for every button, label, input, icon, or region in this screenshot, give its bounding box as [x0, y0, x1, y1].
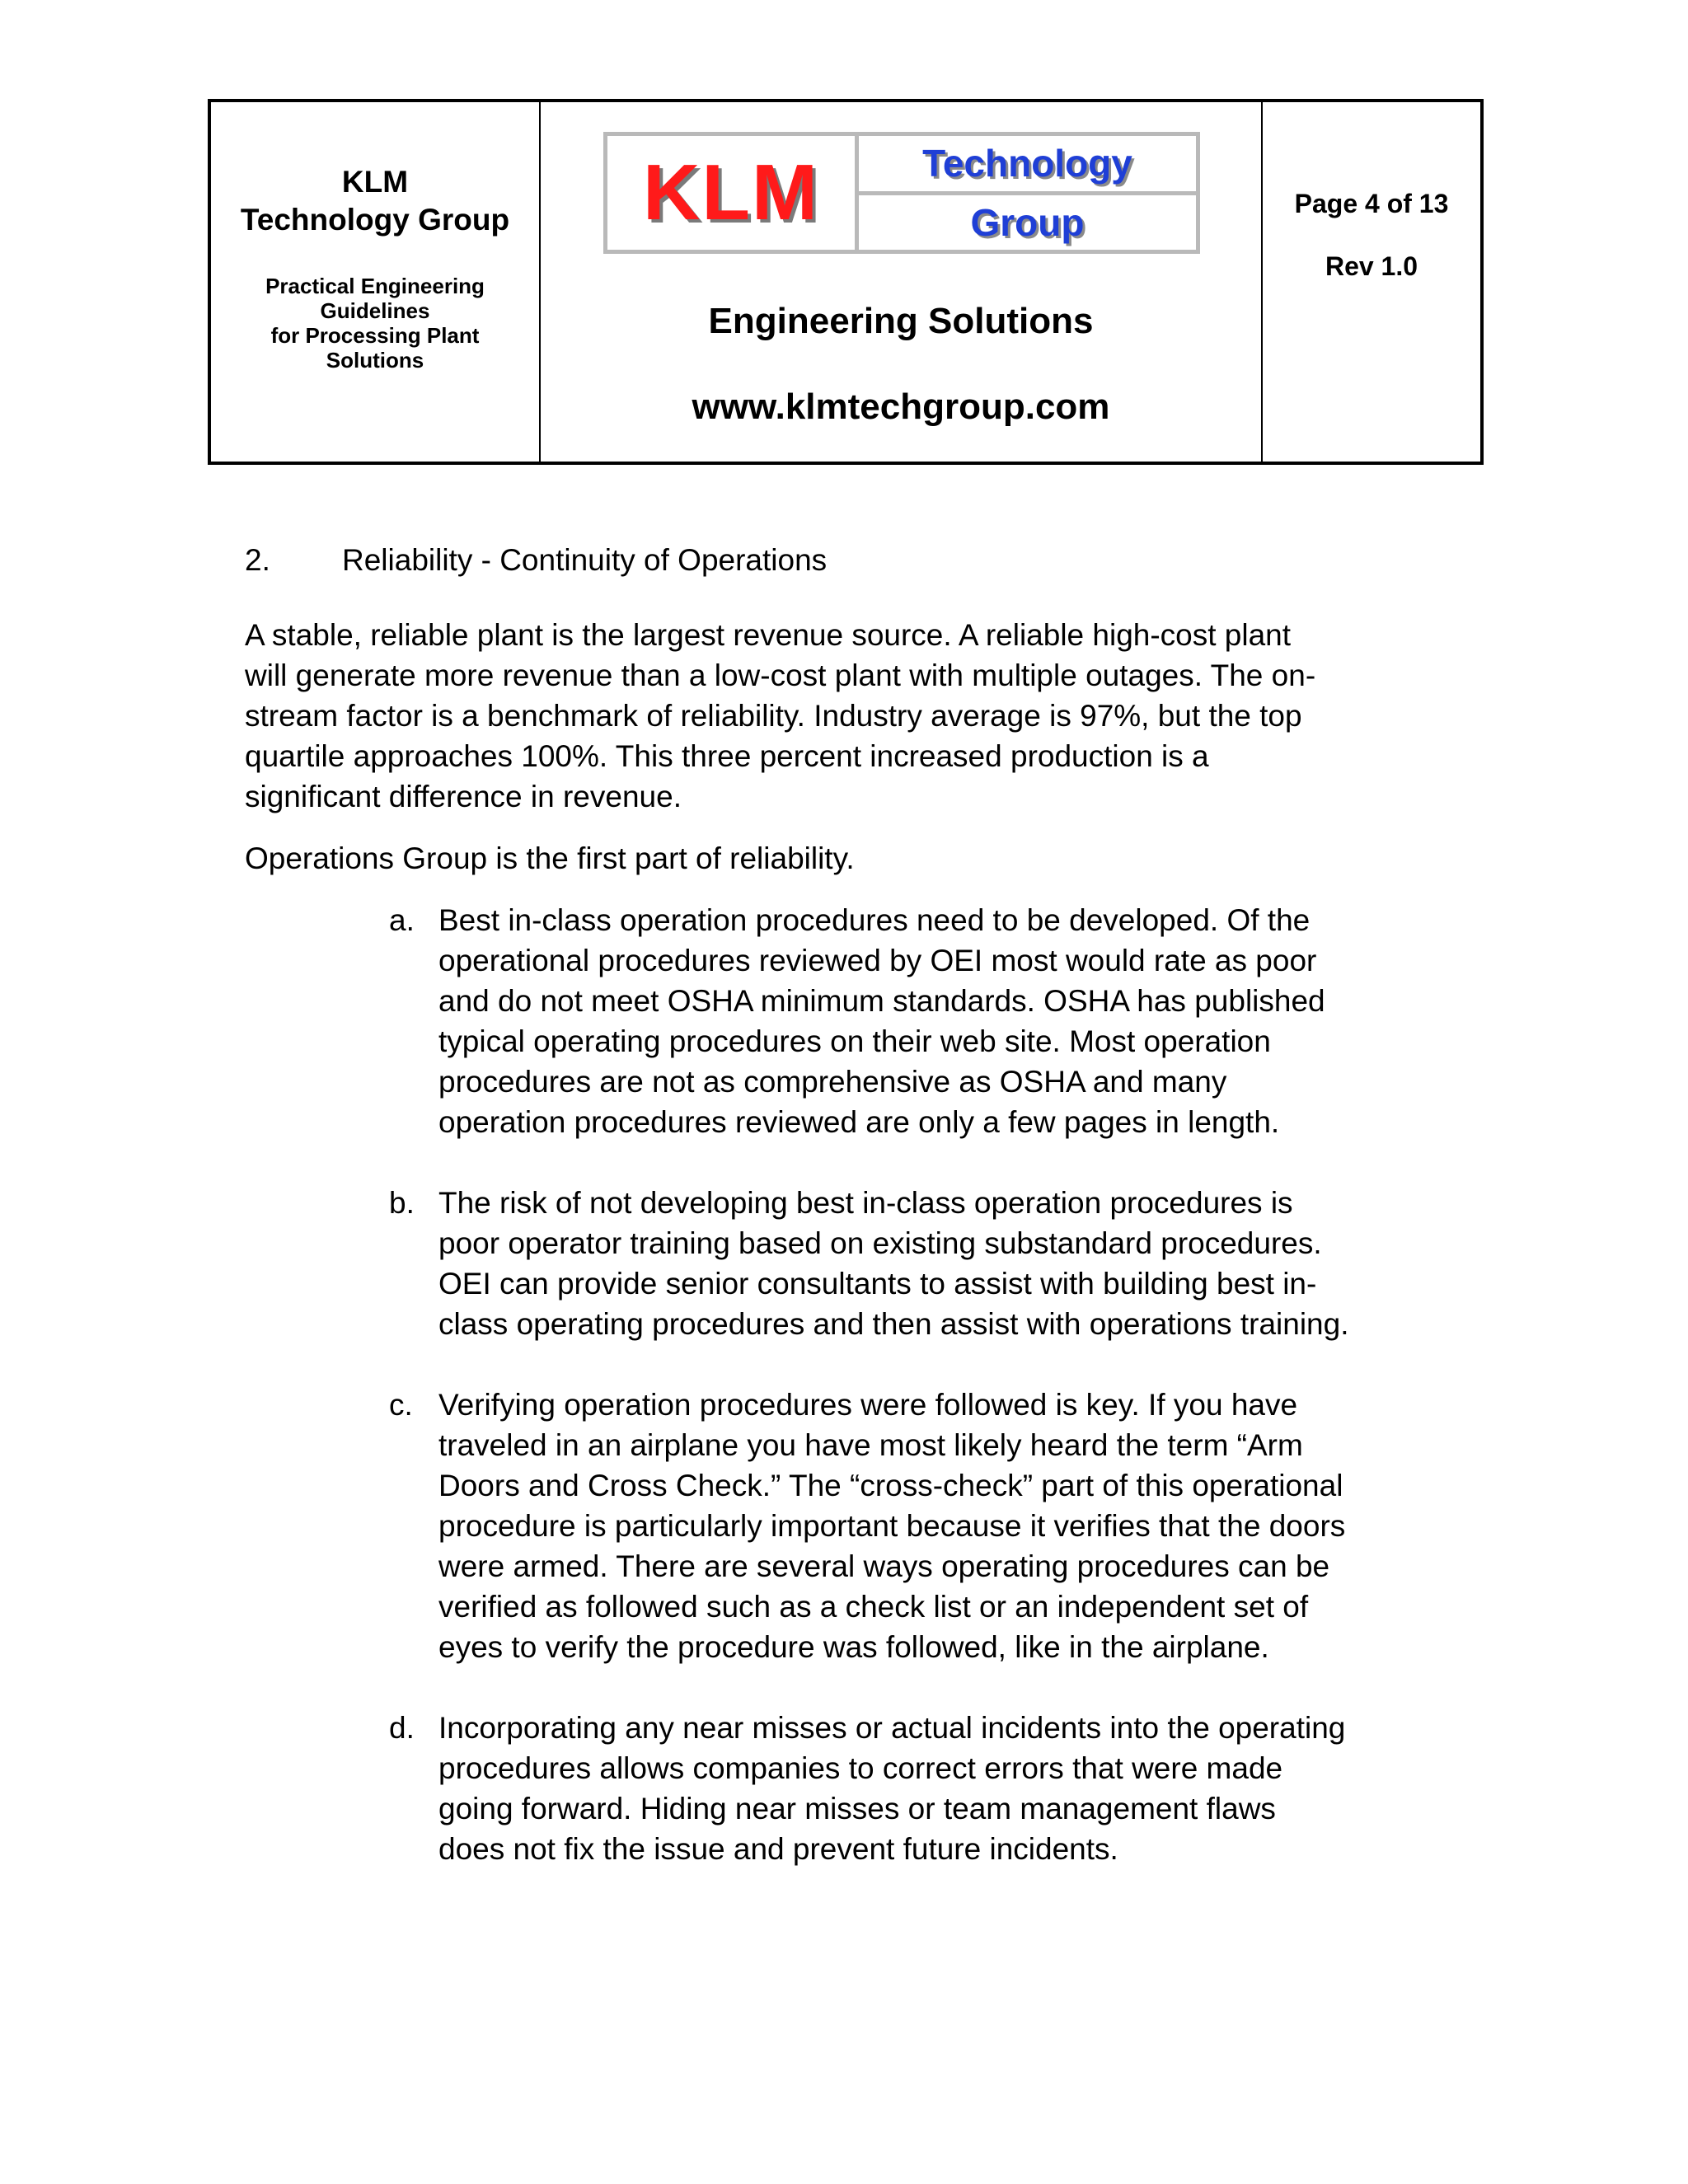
list-line: eyes to verify the procedure was followed, like in the airplane. [438, 1630, 1269, 1664]
page-number: Page 4 of 13 [1294, 189, 1449, 218]
list-line: Incorporating any near misses or actual incidents into the operating [438, 1711, 1346, 1745]
engineering-solutions-title: Engineering Solutions [708, 301, 1094, 341]
logo-right-block [859, 136, 1196, 250]
guidelines-subtitle [211, 274, 539, 373]
list-line: Best in-class operation procedures need to be developed. Of the [438, 903, 1311, 937]
org-name-line-2: Technology Group [240, 203, 510, 237]
website-url: www.klmtechgroup.com [692, 387, 1110, 427]
list-line: operation procedures reviewed are only a few pages in length. [438, 1105, 1280, 1139]
list-line: Verifying operation procedures were followed is key. If you have [438, 1388, 1298, 1422]
org-name-line-1: KLM [341, 165, 409, 199]
list-line: Doors and Cross Check.” The “cross-check” part of this operational [438, 1469, 1343, 1502]
logo-technology-text: Technology [859, 136, 1196, 195]
klm-logo [603, 132, 1200, 254]
list-line: procedures are not as comprehensive as OSHA and many [438, 1065, 1227, 1099]
list-item-text [438, 1708, 1448, 1869]
list-item-text [438, 1385, 1448, 1667]
document-header [208, 99, 1484, 465]
header-left-cell [211, 102, 541, 462]
list-marker: d. [389, 1711, 415, 1745]
paragraph-line: A stable, reliable plant is the largest revenue source. A reliable high-cost plant [245, 618, 1292, 652]
list-line: does not fix the issue and prevent future incidents. [438, 1832, 1118, 1866]
guidelines-line-2: Guidelines [320, 298, 430, 323]
section-heading [245, 540, 1448, 580]
header-right-cell [1263, 102, 1480, 462]
list-item-text [438, 1183, 1448, 1344]
paragraph-line: significant difference in revenue. [245, 780, 682, 813]
list-line: poor operator training based on existing substandard procedures. [438, 1226, 1322, 1260]
list-line: procedure is particularly important because it verifies that the doors [438, 1509, 1346, 1543]
revision-number: Rev 1.0 [1325, 251, 1418, 281]
list-item-c [389, 1385, 1448, 1667]
document-body [245, 540, 1448, 1910]
logo-group-text: Group [970, 200, 1085, 244]
list-line: going forward. Hiding near misses or team management flaws [438, 1792, 1276, 1825]
list-line: verified as followed such as a check list or an independent set of [438, 1590, 1309, 1624]
guidelines-line-4: Solutions [326, 348, 424, 373]
list-item-a [389, 900, 1448, 1142]
list-line: OEI can provide senior consultants to assist with building best in- [438, 1267, 1317, 1301]
organization-name [211, 163, 539, 239]
guidelines-line-3: for Processing Plant [270, 323, 480, 348]
list-line: were armed. There are several ways operating procedures can be [438, 1549, 1330, 1583]
list-line: operational procedures reviewed by OEI most would rate as poor [438, 944, 1317, 977]
section-number: 2. [245, 543, 270, 577]
list-marker: b. [389, 1186, 415, 1220]
paragraph-line: quartile approaches 100%. This three percent increased production is a [245, 739, 1209, 773]
list-marker: a. [389, 903, 415, 937]
list-line: and do not meet OSHA minimum standards. OSHA has published [438, 984, 1325, 1018]
paragraph-1 [245, 615, 1448, 817]
list-line: class operating procedures and then assist with operations training. [438, 1307, 1349, 1341]
procedures-list [389, 900, 1448, 1869]
list-marker: c. [389, 1388, 413, 1422]
list-line: typical operating procedures on their web site. Most operation [438, 1024, 1271, 1058]
paragraph-line: will generate more revenue than a low-cost plant with multiple outages. The on- [245, 658, 1316, 692]
section-title: Reliability - Continuity of Operations [342, 543, 828, 577]
list-item-d [389, 1708, 1448, 1869]
list-line: traveled in an airplane you have most likely heard the term “Arm [438, 1428, 1303, 1462]
header-middle-cell [541, 102, 1263, 462]
list-item-b [389, 1183, 1448, 1344]
logo-klm-text: KLM [607, 136, 859, 250]
list-item-text [438, 900, 1448, 1142]
list-line: procedures allows companies to correct errors that were made [438, 1751, 1283, 1785]
guidelines-line-1: Practical Engineering [265, 274, 485, 298]
paragraph-2: Operations Group is the first part of reliability. [245, 841, 855, 875]
paragraph-line: stream factor is a benchmark of reliability. Industry average is 97%, but the top [245, 699, 1302, 733]
list-line: The risk of not developing best in-class operation procedures is [438, 1186, 1293, 1220]
